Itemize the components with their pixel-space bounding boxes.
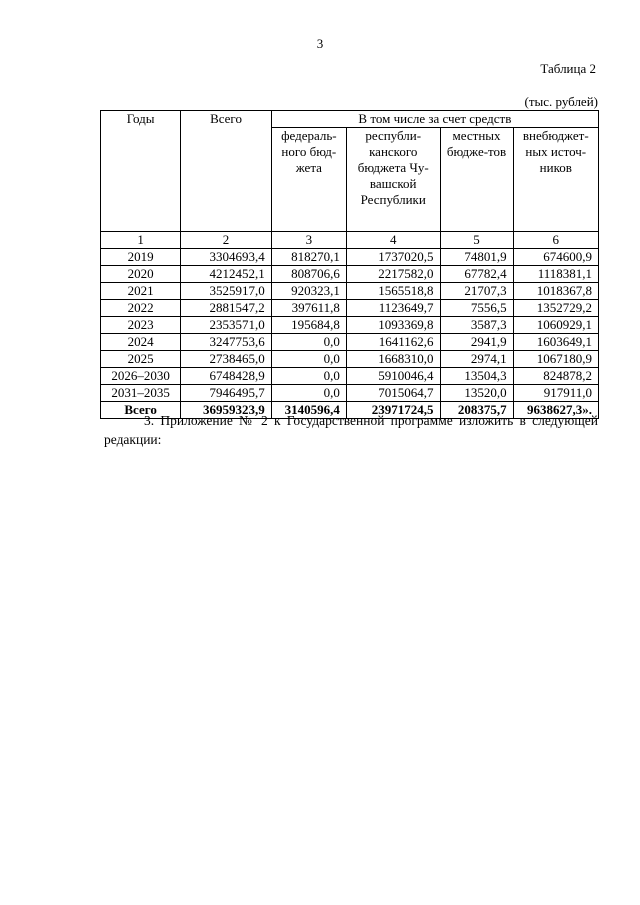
cell-federal: 920323,1	[271, 283, 346, 300]
cell-year: 2020	[101, 266, 181, 283]
total-cell-total: 36959323,9	[181, 402, 272, 419]
header-republic: республи-канского бюджета Чу-вашской Республики	[346, 128, 440, 232]
cell-year: 2019	[101, 249, 181, 266]
cell-year: 2025	[101, 351, 181, 368]
cell-local: 3587,3	[440, 317, 513, 334]
cell-republic: 1668310,0	[346, 351, 440, 368]
table-row	[101, 351, 599, 368]
total-cell-year: Всего	[101, 402, 181, 419]
cell-republic: 1565518,8	[346, 283, 440, 300]
cell-local: 21707,3	[440, 283, 513, 300]
cell-total: 3304693,4	[181, 249, 272, 266]
column-number-row	[101, 232, 599, 249]
table-row	[101, 385, 599, 402]
closing-quote: ».	[582, 402, 592, 417]
amendment-paragraph: 3. Приложение № 2 к Государственной программе изложить в следующей редакции:	[104, 413, 598, 447]
cell-total: 2738465,0	[181, 351, 272, 368]
cell-local: 13520,0	[440, 385, 513, 402]
cell-extra: 1018367,8	[513, 283, 598, 300]
cell-year: 2024	[101, 334, 181, 351]
header-local: местных бюдже-тов	[440, 128, 513, 232]
cell-republic: 5910046,4	[346, 368, 440, 385]
table-label: Таблица 2	[540, 61, 596, 76]
cell-republic: 1641162,6	[346, 334, 440, 351]
table-row	[101, 300, 599, 317]
column-number: 3	[271, 232, 346, 249]
cell-local: 74801,9	[440, 249, 513, 266]
cell-republic: 7015064,7	[346, 385, 440, 402]
cell-total: 4212452,1	[181, 266, 272, 283]
cell-local: 67782,4	[440, 266, 513, 283]
cell-republic: 2217582,0	[346, 266, 440, 283]
cell-total: 3247753,6	[181, 334, 272, 351]
cell-federal: 397611,8	[271, 300, 346, 317]
header-total: Всего	[181, 111, 272, 232]
cell-federal: 195684,8	[271, 317, 346, 334]
cell-year: 2021	[101, 283, 181, 300]
cell-extra: 1060929,1	[513, 317, 598, 334]
column-number: 1	[101, 232, 181, 249]
cell-total: 3525917,0	[181, 283, 272, 300]
cell-extra: 1603649,1	[513, 334, 598, 351]
total-cell-extra: 9638627,3».	[513, 402, 598, 419]
cell-federal: 808706,6	[271, 266, 346, 283]
cell-local: 2974,1	[440, 351, 513, 368]
budget-table	[100, 110, 599, 419]
table-row	[101, 283, 599, 300]
cell-federal: 0,0	[271, 334, 346, 351]
column-number: 6	[513, 232, 598, 249]
cell-extra: 674600,9	[513, 249, 598, 266]
column-number: 4	[346, 232, 440, 249]
header-including: В том числе за счет средств	[271, 111, 598, 128]
cell-federal: 0,0	[271, 385, 346, 402]
cell-local: 13504,3	[440, 368, 513, 385]
cell-year: 2031–2035	[101, 385, 181, 402]
table-row	[101, 266, 599, 283]
cell-local: 7556,5	[440, 300, 513, 317]
units-label: (тыс. рублей)	[524, 94, 598, 109]
total-cell-republic: 23971724,5	[346, 402, 440, 419]
header-extra: внебюджет-ных источ-ников	[513, 128, 598, 232]
cell-federal: 818270,1	[271, 249, 346, 266]
cell-year: 2026–2030	[101, 368, 181, 385]
table-row	[101, 317, 599, 334]
cell-federal: 0,0	[271, 368, 346, 385]
cell-extra: 1118381,1	[513, 266, 598, 283]
cell-republic: 1737020,5	[346, 249, 440, 266]
cell-republic: 1093369,8	[346, 317, 440, 334]
cell-extra: 917911,0	[513, 385, 598, 402]
header-years: Годы	[101, 111, 181, 232]
cell-extra: 1067180,9	[513, 351, 598, 368]
cell-total: 2353571,0	[181, 317, 272, 334]
table-row	[101, 368, 599, 385]
header-federal: федераль-ного бюд-жета	[271, 128, 346, 232]
page-number: 3	[316, 36, 324, 51]
cell-total: 7946495,7	[181, 385, 272, 402]
cell-total: 2881547,2	[181, 300, 272, 317]
column-number: 5	[440, 232, 513, 249]
cell-year: 2023	[101, 317, 181, 334]
total-cell-local: 208375,7	[440, 402, 513, 419]
cell-year: 2022	[101, 300, 181, 317]
table-row	[101, 249, 599, 266]
cell-total: 6748428,9	[181, 368, 272, 385]
column-number: 2	[181, 232, 272, 249]
total-cell-federal: 3140596,4	[271, 402, 346, 419]
cell-republic: 1123649,7	[346, 300, 440, 317]
cell-federal: 0,0	[271, 351, 346, 368]
cell-extra: 1352729,2	[513, 300, 598, 317]
table-row	[101, 334, 599, 351]
cell-local: 2941,9	[440, 334, 513, 351]
cell-extra: 824878,2	[513, 368, 598, 385]
